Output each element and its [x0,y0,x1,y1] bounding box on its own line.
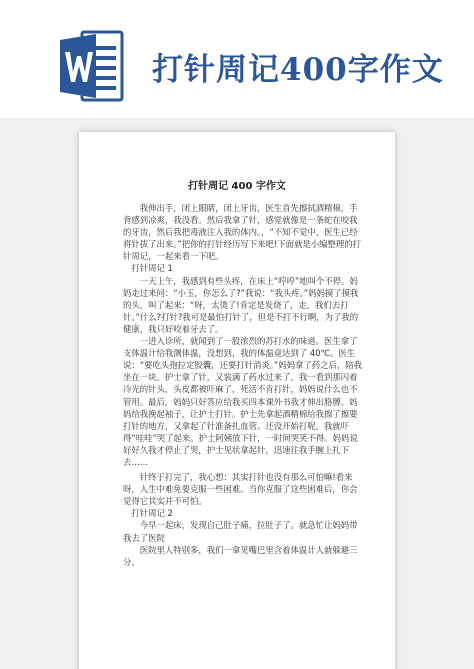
document-preview-area [0,118,474,669]
section-heading: 打针周记 2 [131,508,173,519]
body-paragraph: 针终于打完了，我心想：其实打针也没有那么可怕嘛!看来呀，人生中难免要克服一些困难。当你克服了这些困难后，你会觉得它其实并不可怕。 [123,472,358,507]
section-heading: 打针周记 1 [131,263,173,274]
body-paragraph: 一进入诊所，就闻到了一股浓烈的苏打水的味道。医生拿了支体温计给我测体温，没想到，我的体温竟达到了 40℃。医生说：“要吃头孢拉定胶囊，还要打针消炎。”妈妈拿了药之后，陪我坐在一块。护士拿了针，又装满了药水过来了，我一看到那闪着冷光的针头，头皮都被吓麻了，死活不肯打针，妈妈说什么也不管用。最后，妈妈只好答应给我买四本课外书我才伸出胳膊。妈妈给我挽起袖子，让护士打针。护士先拿起酒精棉给我擦了擦要打针的地方，又拿起了针准备扎血管。还没开始打呢，我就吓得“哇哇”哭了起来。护士阿姨放下针，一时间哭笑不得。妈妈说好好久我才停止了哭，护士见状拿起针，迅速往我手腕上扎下去…… [123,336,362,467]
body-paragraph: 一天上午，我感到有些头疼，在床上“哼哼”地叫个不停。妈妈走过来问：“小玉，你怎么了?”我说：“我头疼。”妈妈摸了摸我的头，叫了起来：“呀，太烫了!肯定是发烧了，走，我们去打针。”什么?打针?我可是最怕打针了，但是不打不行啊，为了我的健康，我只好咬着牙去了。 [123,275,359,334]
word-document-icon [60,30,124,102]
document-page [79,132,395,669]
body-paragraph: 医院里人特别多，我们一拿见嘴巴里含着体温计人就躲避三分。 [123,544,358,567]
body-paragraph: 今早一起床，发现自己肚子痛，拉肚子了。就急忙让妈妈带我去了医院 [123,520,358,543]
body-paragraph: 我伸出手，闭上眼睛，闭上牙齿，医生首先擦拭酒精棉，手背感到凉爽，我没看。然后我拿了针，感觉就像是一条蛇在咬我的牙齿，然后我把毒液注入我的体内。，“不知不觉中，医生已经将针拔了出来。”把你的打针经历写下来吧!下面就是小编整理的打针周记，一起来看一下吧。 [123,203,361,262]
page-header [0,0,474,118]
document-body [123,202,363,568]
document-title: 打针周记 400 字作文 [188,181,286,192]
page-title: 打针周记400字作文 [152,52,444,88]
